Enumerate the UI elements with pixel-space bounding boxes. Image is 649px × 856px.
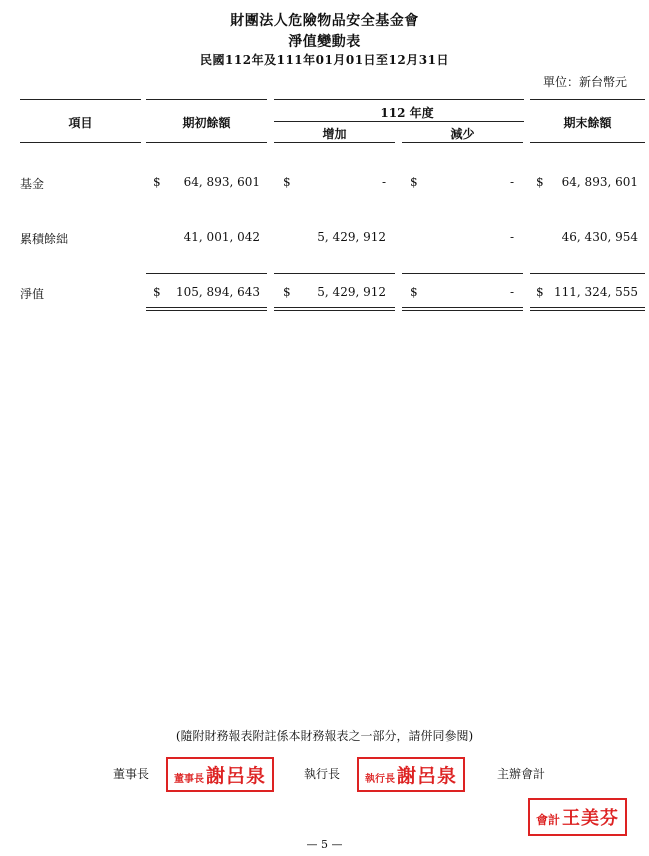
row-net-begin: 105, 894, 643 (176, 285, 260, 299)
rule-total1-inc (274, 307, 395, 308)
row-fund-increase: - (381, 175, 386, 189)
rule-total2-inc (274, 310, 395, 311)
row-fund-item: 基金 (20, 177, 45, 191)
row-net-increase: 5, 429, 912 (317, 285, 386, 299)
begin-balance-header: 期初餘額 (182, 116, 231, 130)
row-accumulated-item: 累積餘絀 (20, 232, 69, 246)
rule-head-bottom-item (20, 142, 141, 143)
rule-head-bottom-inc (274, 142, 395, 143)
row-accumulated-begin: 41, 001, 042 (183, 230, 260, 244)
rule-top-item (20, 99, 141, 100)
rule-total2-dec (402, 310, 523, 311)
row-net-inc-currency: $ (283, 285, 291, 299)
end-balance-header: 期末餘額 (563, 116, 612, 130)
row-fund-begin: 64, 893, 601 (183, 175, 260, 189)
rule-head-bottom-begin (146, 142, 267, 143)
rule-head-bottom-dec (402, 142, 523, 143)
currency-unit: 單位：新台幣元 (542, 75, 627, 89)
executive-seal-title: 執行長 (365, 774, 395, 785)
rule-total2-begin (146, 310, 267, 311)
accounting-seal-title: 會計 (536, 813, 561, 827)
accounting-seal-name: 王美芬 (562, 808, 620, 829)
organization-title: 財團法人危險物品安全基金會 (230, 13, 419, 29)
row-accumulated-end: 46, 430, 954 (561, 230, 638, 244)
row-net-item: 淨值 (20, 287, 45, 301)
row-net-end-currency: $ (536, 285, 544, 299)
rule-year-divider (274, 121, 524, 122)
footnote: (隨附財務報表附註係本財務報表之一部分，請併同參閱) (175, 729, 474, 743)
year-header: 112 年度 (380, 106, 434, 120)
row-fund-end: 64, 893, 601 (561, 175, 638, 189)
accounting-seal (528, 798, 627, 836)
rule-sub-dec (402, 273, 523, 274)
rule-head-bottom-end (530, 142, 645, 143)
row-fund-inc-currency: $ (283, 175, 291, 189)
rule-top-year (274, 99, 524, 100)
executive-label: 執行長 (304, 767, 341, 781)
chairman-seal (166, 757, 274, 792)
row-net-begin-currency: $ (153, 285, 161, 299)
rule-sub-end (530, 273, 645, 274)
executive-seal-name: 謝呂泉 (397, 765, 458, 787)
rule-sub-begin (146, 273, 267, 274)
row-fund-end-currency: $ (536, 175, 544, 189)
chairman-label: 董事長 (113, 767, 150, 781)
row-accumulated-decrease: - (509, 230, 514, 244)
rule-total1-end (530, 307, 645, 308)
decrease-header: 減少 (450, 127, 475, 141)
rule-top-begin (146, 99, 267, 100)
statement-title: 淨值變動表 (288, 34, 361, 50)
rule-total1-begin (146, 307, 267, 308)
row-net-dec-currency: $ (410, 285, 418, 299)
row-fund-dec-currency: $ (410, 175, 418, 189)
rule-sub-inc (274, 273, 395, 274)
page-number: — 5 — (306, 838, 343, 851)
chairman-seal-title: 董事長 (174, 774, 204, 785)
statement-period: 民國112年及111年01月01日至12月31日 (200, 53, 449, 67)
row-fund-begin-currency: $ (153, 175, 161, 189)
accounting-label: 主辦會計 (497, 767, 546, 781)
row-accumulated-increase: 5, 429, 912 (317, 230, 386, 244)
chairman-seal-name: 謝呂泉 (206, 765, 267, 787)
executive-seal (357, 757, 465, 792)
rule-top-end (530, 99, 645, 100)
item-header: 項目 (68, 116, 93, 130)
rule-total1-dec (402, 307, 523, 308)
increase-header: 增加 (322, 127, 347, 141)
row-net-end: 111, 324, 555 (554, 285, 638, 299)
row-net-decrease: - (509, 285, 514, 299)
row-fund-decrease: - (509, 175, 514, 189)
rule-total2-end (530, 310, 645, 311)
